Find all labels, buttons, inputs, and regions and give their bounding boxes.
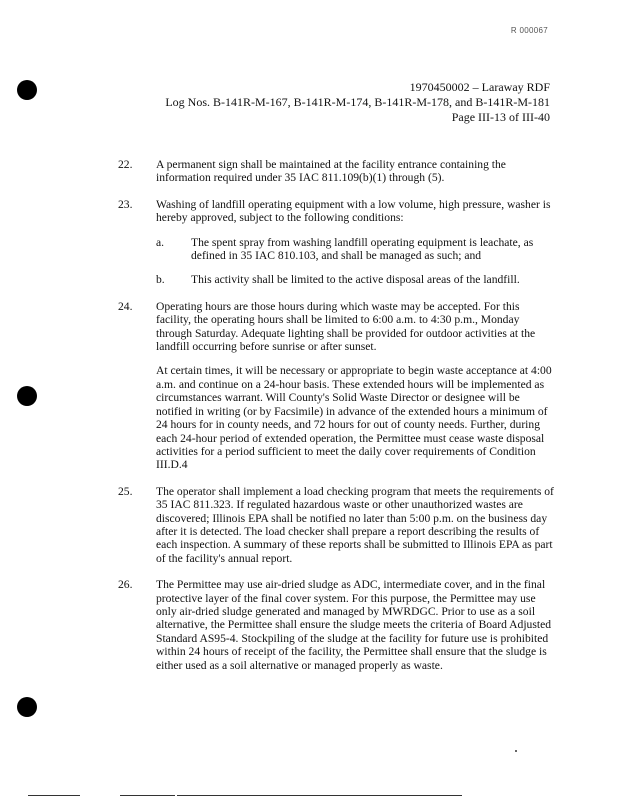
condition-number: 22. (118, 158, 133, 171)
condition-text: The operator shall implement a load checking program that meets the requirements of 35 IAC 811.323. If regulated hazardous waste or other unauthorized wastes are discovered; Illinois EPA shall be notified no later than 5:00 p.m. on the business day after it is detected. The load checker shall prepare a report describing the results of each inspection. A summary of these reports shall be submitted to Illinois EPA as part of the facility's annual report. (156, 484, 554, 565)
condition-text: A permanent sign shall be maintained at the facility entrance containing the information required under 35 IAC 811.109(b)(1) through (5). (156, 158, 506, 185)
permit-id: 1970450002 – Laraway RDF (409, 80, 550, 94)
condition-26 (118, 578, 554, 672)
condition-number: 23. (118, 197, 133, 211)
subcondition-a (156, 236, 554, 263)
subcondition-text: This activity shall be limited to the active disposal areas of the landfill. (191, 273, 520, 287)
condition-text: Washing of landfill operating equipment with a low volume, high pressure, washer is hereby approved, subject to the following conditions: (156, 197, 551, 225)
page-number: Page III-13 of III-40 (451, 110, 550, 124)
condition-23 (118, 198, 554, 287)
footer-rule (177, 795, 462, 796)
condition-text: Operating hours are those hours during which waste may be accepted. For this facility, the operating hours shall be limited to 6:00 a.m. to 4:30 p.m., Monday through Saturday. Adequate lighting shall be provided for outdoor activities at the landfill occurring before sunrise or after sunset. (156, 299, 536, 354)
subcondition-text: The spent spray from washing landfill operating equipment is leachate, as defined in 35 IAC 810.103, and shall be managed as such; and (191, 235, 534, 263)
condition-text: The Permittee may use air-dried sludge as ADC, intermediate cover, and in the final protective layer of the final cover system. For this purpose, the Permittee may use only air-dried sludge generated and managed by MWRDGC. Prior to use as a soil alternative, the Permittee shall ensure the sludge meets the criteria of Board Adjusted Standard AS95-4. Stockpiling of the sludge at the facility for future use is prohibited within 24 hours of receipt of the facility, the Permittee shall ensure that the sludge is either used as a soil alternative or managed properly as waste. (156, 578, 552, 672)
condition-24 (118, 300, 554, 472)
condition-number: 24. (118, 299, 133, 313)
bates-number: R 000067 (510, 26, 548, 35)
log-numbers: Log Nos. B-141R-M-167, B-141R-M-174, B-141R-M-178, and B-141R-M-181 (165, 95, 550, 109)
condition-22 (118, 158, 554, 185)
condition-number: 25. (118, 484, 133, 498)
punch-hole-top (17, 80, 37, 100)
footer-rule (28, 795, 80, 796)
conditions-list (118, 158, 554, 685)
subcondition-letter: a. (156, 235, 165, 249)
condition-number: 26. (118, 578, 133, 592)
page-header (165, 80, 550, 125)
subcondition-letter: b. (156, 273, 165, 287)
scan-speck (515, 750, 517, 752)
punch-hole-middle (17, 386, 37, 406)
subcondition-b (156, 273, 554, 286)
punch-hole-bottom (17, 697, 37, 717)
footer-rule (120, 795, 175, 796)
condition-25 (118, 485, 554, 565)
condition-text-continued: At certain times, it will be necessary or appropriate to begin waste acceptance at 4:00 a.m. and continue on a 24-hour basis. These extended hours will be implemented as circumstances warrant. Will County's Solid Waste Director or designee will be notified in writing (or by Facsimile) in advance of the extended hours a minimum of 24 hours for in county needs, and 72 hours for out of county needs. Further, during each 24-hour period of extended operation, the Permittee must cease waste disposal activities for a period sufficient to meet the daily cover requirements of Condition III.D.4 (156, 364, 552, 472)
